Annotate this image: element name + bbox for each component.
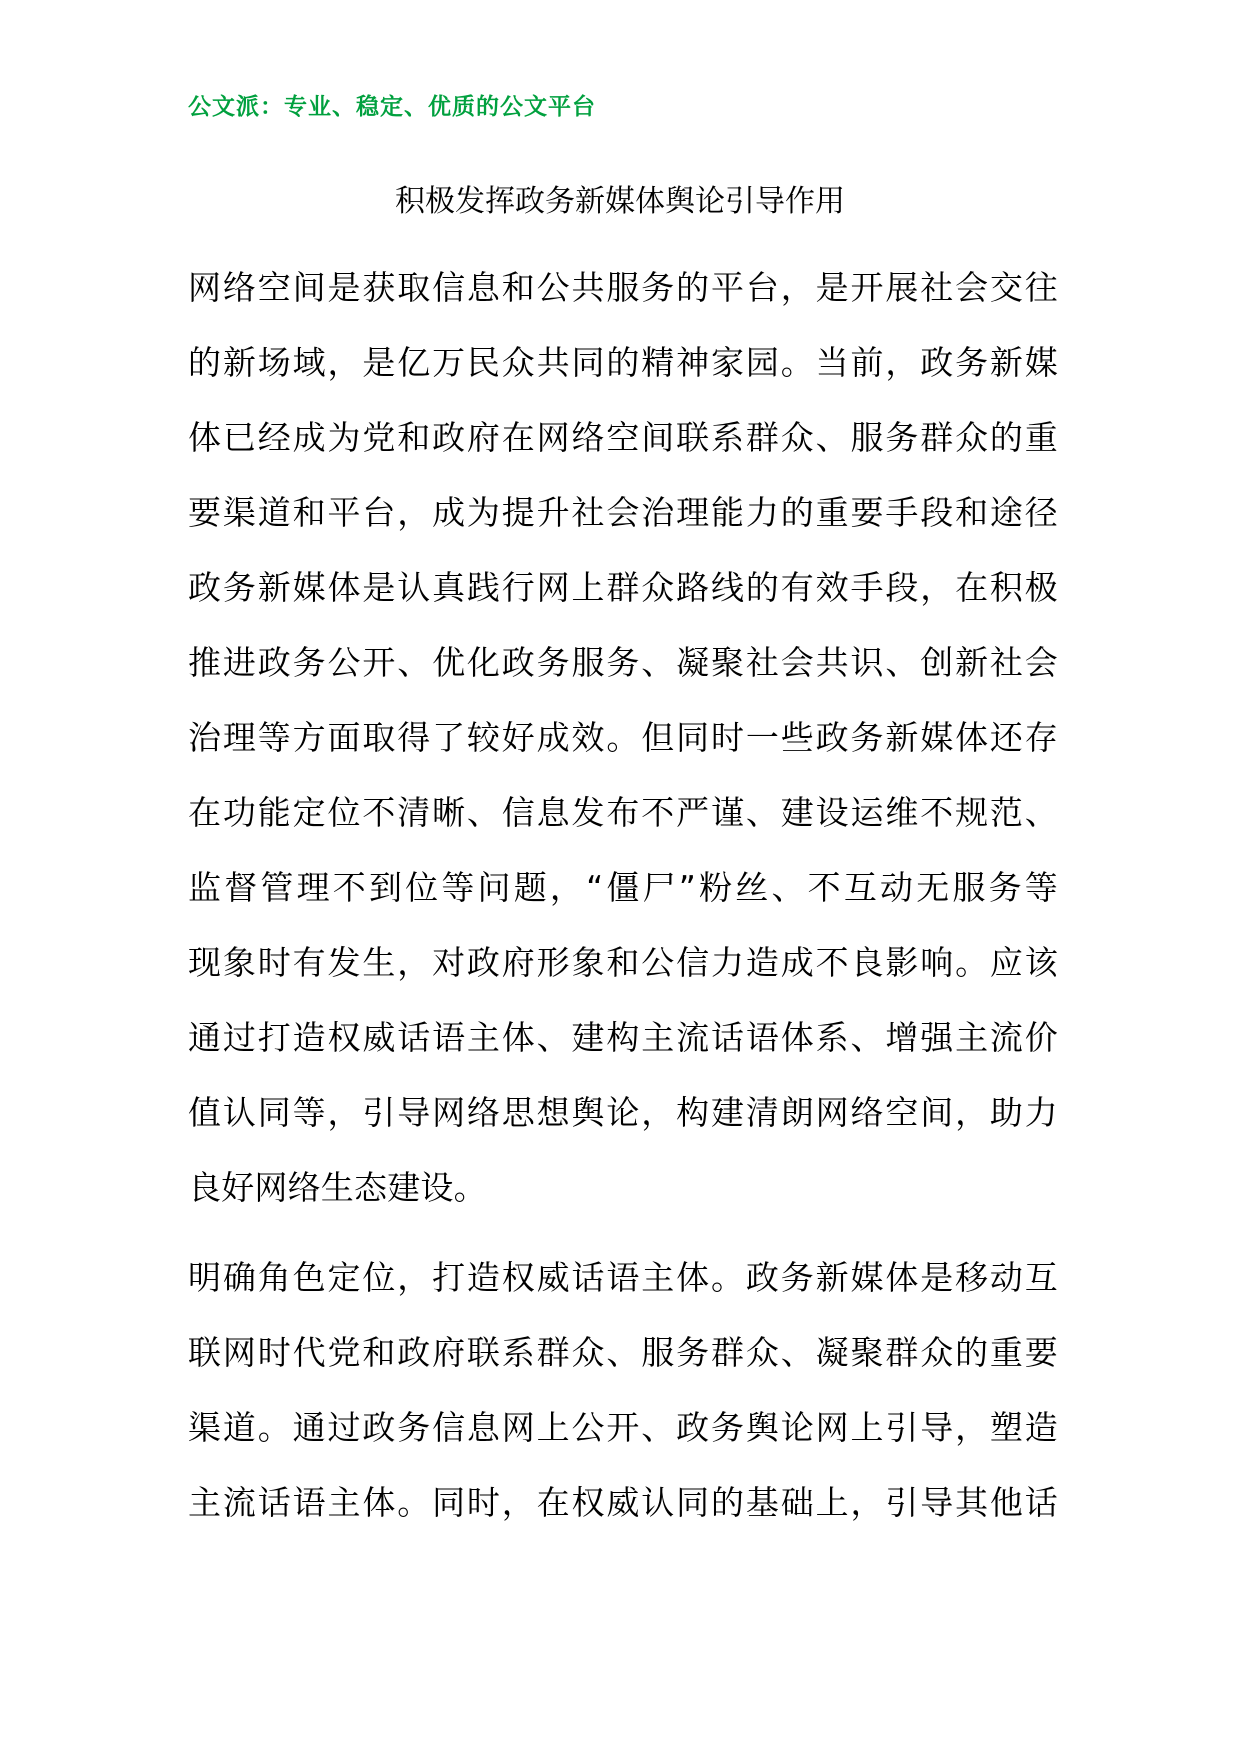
paragraph-line: 在功能定位不清晰、信息发布不严谨、建设运维不规范、: [188, 793, 1058, 832]
paragraph-line: 联网时代党和政府联系群众、服务群众、凝聚群众的重要: [188, 1333, 1058, 1372]
paragraph-line: 的新场域，是亿万民众共同的精神家园。当前，政务新媒: [188, 343, 1058, 382]
paragraph-line: 监督管理不到位等问题，“僵尸”粉丝、不互动无服务等: [188, 868, 1058, 907]
paragraph-line: 体已经成为党和政府在网络空间联系群众、服务群众的重: [188, 418, 1058, 457]
paragraph-line: 值认同等，引导网络思想舆论，构建清朗网络空间，助力: [188, 1093, 1058, 1132]
paragraph-line: 渠道。通过政务信息网上公开、政务舆论网上引导，塑造: [188, 1408, 1058, 1447]
body-paragraph-1: [188, 250, 1058, 1225]
paragraph-line: 推进政务公开、优化政务服务、凝聚社会共识、创新社会: [188, 643, 1058, 682]
paragraph-line: 治理等方面取得了较好成效。但同时一些政务新媒体还存: [188, 718, 1058, 757]
paragraph-line: 明确角色定位，打造权威话语主体。政务新媒体是移动互: [188, 1258, 1058, 1297]
paragraph-line: 现象时有发生，对政府形象和公信力造成不良影响。应该: [188, 943, 1058, 982]
body-paragraph-2: [188, 1240, 1058, 1540]
paragraph-line: 要渠道和平台，成为提升社会治理能力的重要手段和途径: [188, 493, 1058, 532]
paragraph-line: 网络空间是获取信息和公共服务的平台，是开展社会交往: [188, 268, 1058, 307]
paragraph-line: 政务新媒体是认真践行网上群众路线的有效手段，在积极: [188, 568, 1058, 607]
document-title: 积极发挥政务新媒体舆论引导作用: [395, 184, 845, 219]
paragraph-line: 良好网络生态建设。: [188, 1168, 487, 1207]
site-header-banner: 公文派：专业、稳定、优质的公文平台: [188, 94, 596, 120]
paragraph-line: 主流话语主体。同时，在权威认同的基础上，引导其他话: [188, 1483, 1058, 1522]
paragraph-line: 通过打造权威话语主体、建构主流话语体系、增强主流价: [188, 1018, 1058, 1057]
